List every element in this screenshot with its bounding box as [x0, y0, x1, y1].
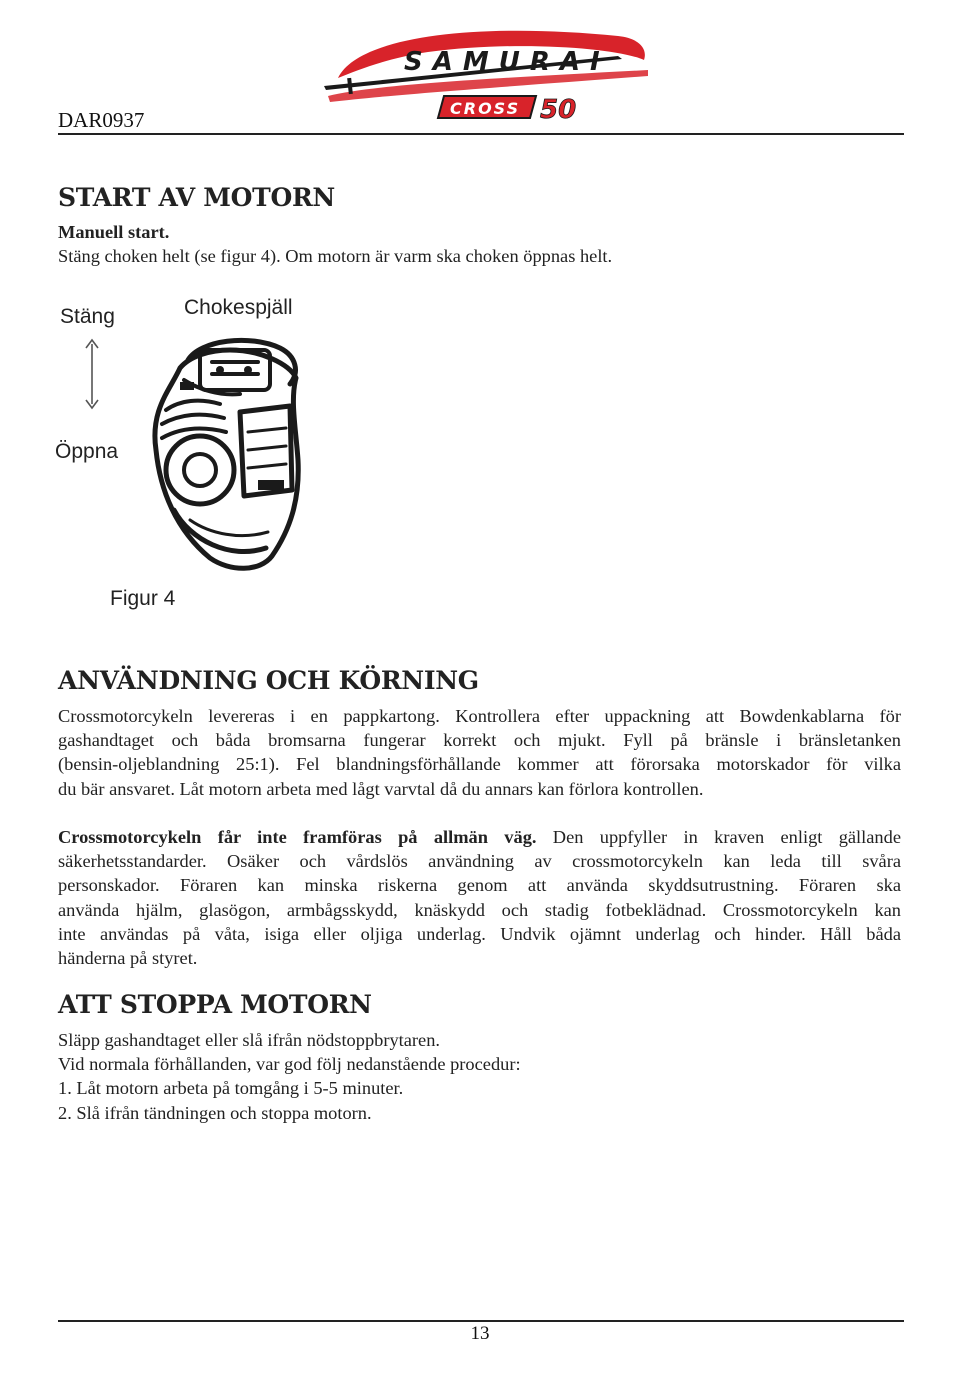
text-line [58, 825, 901, 849]
text-line: inte användas på våta, isiga eller oljiga underlag. Undvik ojämnt underlag och hinder. Håll båda [58, 923, 901, 944]
warning-public-road: Crossmotorcykeln får inte framföras på allmän väg. [58, 827, 537, 847]
text-line: du bär ansvaret. Låt motorn arbeta med lågt varvtal då du annars kan förlora kontrollen. [58, 778, 704, 799]
text-line: Släpp gashandtaget eller slå ifrån nödstoppbrytaren. [58, 1030, 441, 1050]
use-paragraph-2 [58, 825, 901, 970]
text-line: (bensin-oljeblandning 25:1). Fel blandningsförhållande kommer att förorsaka motorskador för vilka [58, 754, 901, 775]
use-paragraph-1 [58, 704, 901, 801]
samurai-logo [318, 26, 650, 126]
text-line: 2. Slå ifrån tändningen och stoppa motorn. [58, 1102, 372, 1123]
label-open: Öppna [55, 440, 119, 463]
label-close: Stäng [60, 305, 115, 328]
text-line: använda hjälm, glasögon, armbågsskydd, knäskydd och stadig fotbeklädnad. Crossmotorcykeln kan [58, 899, 901, 920]
text-line: 1. Låt motorn arbeta på tomgång i 5-5 minuter. [58, 1078, 404, 1099]
svg-text:CROSS: CROSS [450, 99, 521, 118]
text-line: gashandtaget och båda bromsarna fungerar korrekt och mjukt. Fyll på bränsle i bränsletanken [58, 730, 901, 751]
figure-caption: Figur 4 [110, 587, 176, 610]
text-line: händerna på styret. [58, 948, 198, 969]
footer-rule [58, 1320, 904, 1322]
label-choke-valve: Chokespjäll [184, 296, 293, 319]
section-title-start: START AV MOTORN [58, 183, 335, 212]
choke-instruction: Stäng choken helt (se figur 4). Om motorn är varm ska choken öppnas helt. [58, 246, 613, 266]
text-line: Crossmotorcykeln levereras i en pappkartong. Kontrollera efter uppackning att Bowdenkablarna för [58, 706, 901, 726]
double-arrow-icon [84, 338, 100, 410]
engine-illustration [140, 320, 340, 590]
header-rule [58, 133, 904, 135]
text-line-rest: Den uppfyller in kraven enligt gällande [536, 827, 901, 847]
section-title-stop: ATT STOPPA MOTORN [58, 990, 372, 1019]
text-line: personskador. Föraren kan minska riskerna genom att använda skyddsutrustning. Föraren ska [58, 875, 901, 896]
stop-instructions [58, 1028, 521, 1125]
section-title-use: ANVÄNDNING OCH KÖRNING [58, 666, 479, 695]
text-line: Vid normala förhållanden, var god följ nedanstående procedur: [58, 1054, 521, 1075]
document-id: DAR0937 [58, 108, 145, 132]
manual-start-subtitle: Manuell start. [58, 222, 170, 242]
page-number: 13 [470, 1323, 490, 1344]
text-line: säkerhetsstandarder. Osäker och vårdslös användning av crossmotorcykeln kan leda till svåra [58, 851, 901, 872]
svg-text:50: 50 [540, 95, 577, 125]
svg-text:SAMURAI: SAMURAI [404, 47, 610, 77]
